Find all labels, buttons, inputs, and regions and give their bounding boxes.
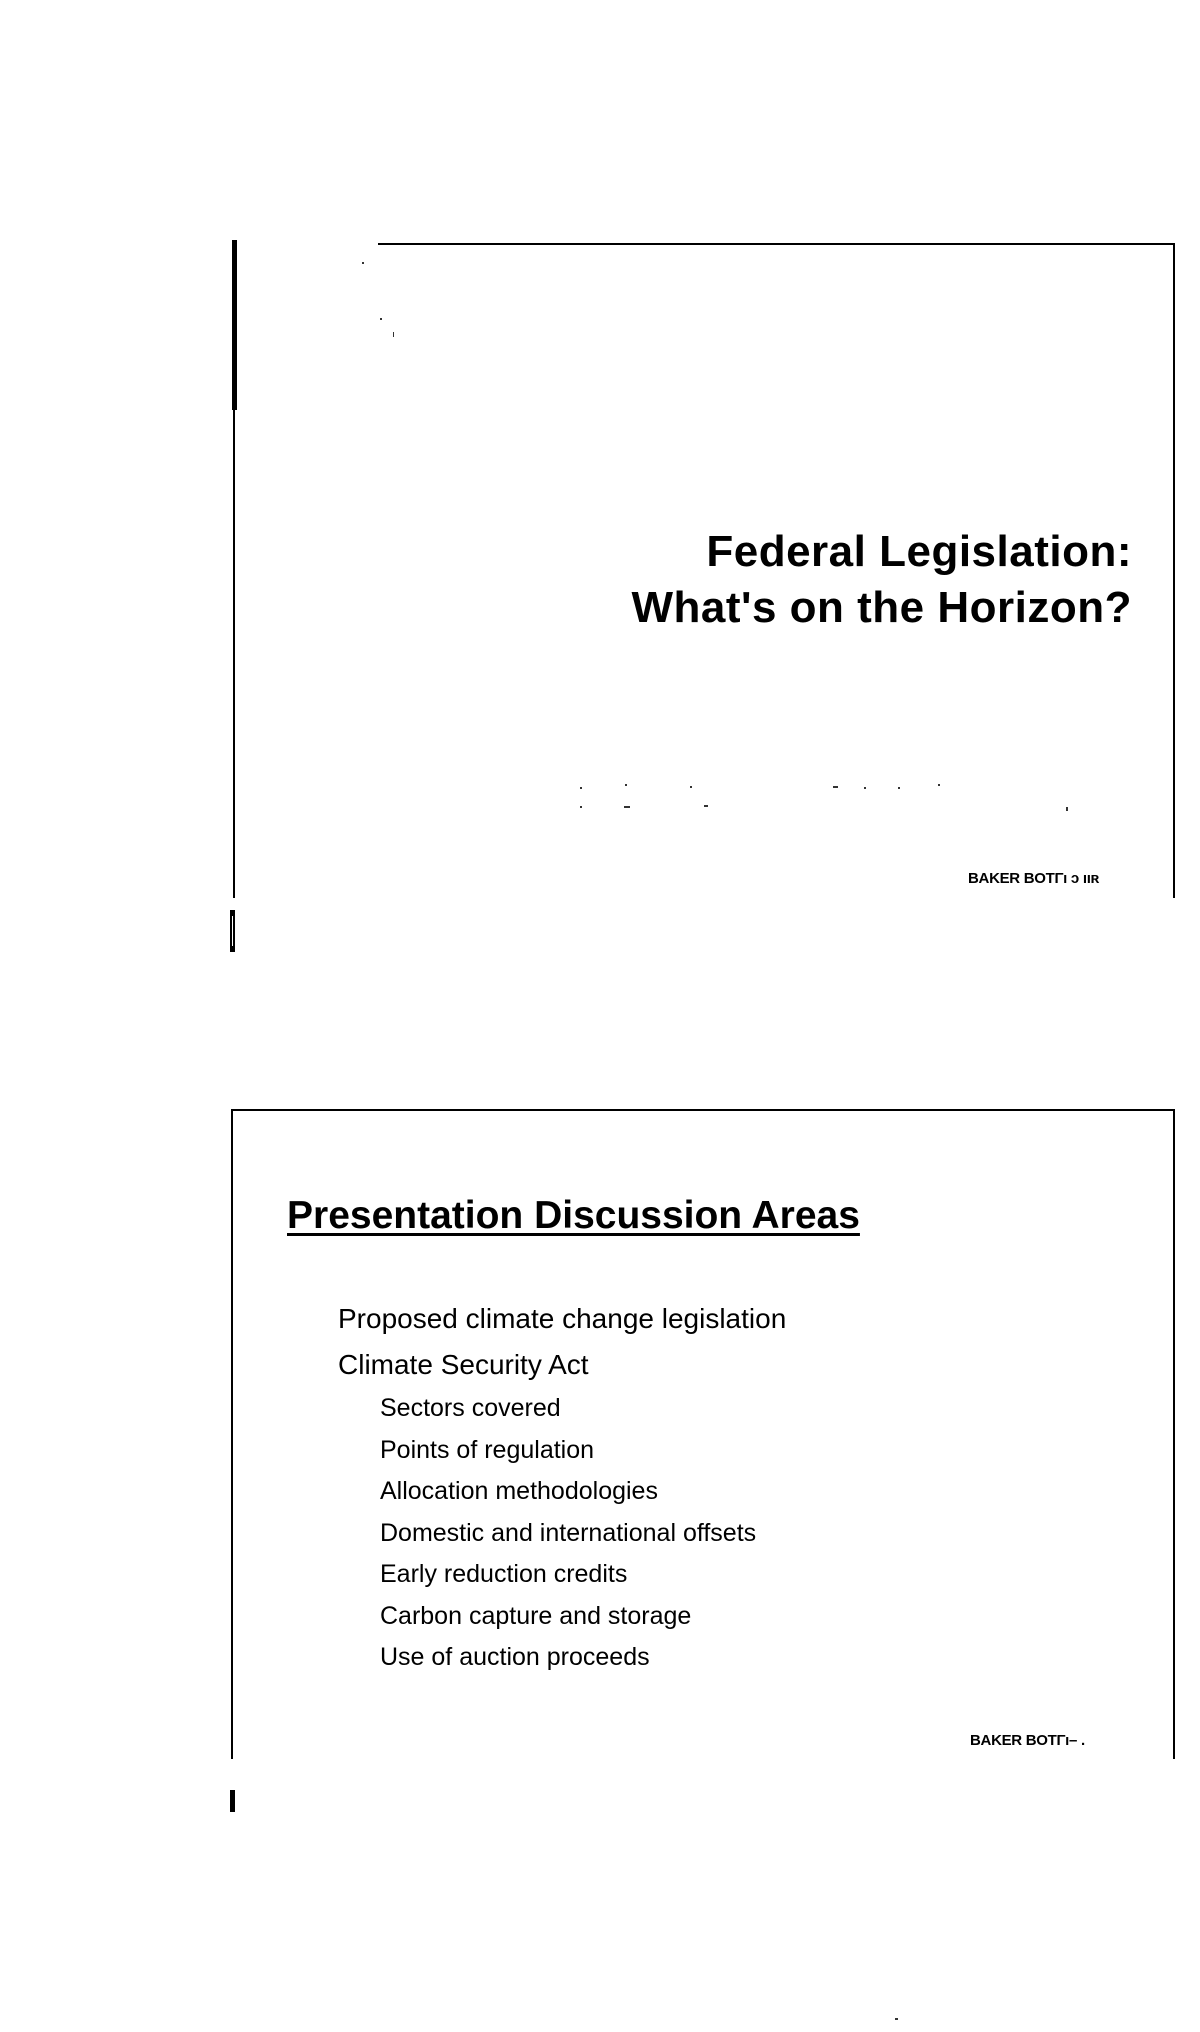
scan-speck <box>833 786 838 788</box>
scan-speck <box>864 787 866 789</box>
list-subitem: Early reduction credits <box>380 1560 628 1588</box>
slide1-title-line2: What's on the Horizon? <box>631 583 1132 632</box>
list-subitem: Points of regulation <box>380 1435 595 1464</box>
scan-speck <box>580 806 582 808</box>
slide1-left-border <box>233 408 235 898</box>
scan-speck <box>625 784 627 786</box>
scan-speck <box>362 262 364 264</box>
scan-speck <box>624 806 630 808</box>
slide2-title: Presentation Discussion Areas <box>287 1194 860 1237</box>
list-subitem: Domestic and international offsets <box>380 1518 757 1547</box>
slide1-top-border <box>378 243 1175 245</box>
scan-speck <box>580 787 582 789</box>
slide2-topic-list <box>338 1296 786 1679</box>
slide2-firm-logo: BAKER BOTΓı– . <box>970 1732 1085 1749</box>
slide2-top-border <box>231 1109 1175 1111</box>
list-subitem: Carbon capture and storage <box>380 1601 692 1630</box>
slide1-title <box>432 524 1132 636</box>
scan-speck <box>898 787 900 789</box>
list-subitem: Use of auction proceeds <box>380 1643 650 1671</box>
slide1-firm-logo: BAKER BOTΓı ɔ ııʀ <box>968 870 1100 887</box>
scan-speck <box>1066 807 1068 811</box>
scan-speck <box>380 318 382 320</box>
scan-speck <box>938 784 940 786</box>
scan-speck <box>704 805 708 807</box>
scan-speck <box>393 332 394 337</box>
list-item: Climate Security Act <box>338 1349 589 1380</box>
list-item: Proposed climate change legislation <box>338 1303 787 1334</box>
slide1-title-line1: Federal Legislation: <box>706 527 1132 576</box>
slide1-right-border <box>1173 243 1175 898</box>
slide2-margin-mark <box>230 1790 235 1812</box>
slide2-left-border <box>231 1109 233 1759</box>
slide1-margin-mark-inner <box>232 916 233 946</box>
list-subitem: Sectors covered <box>380 1394 561 1422</box>
slide1-left-border-thick <box>232 240 237 410</box>
slide2-right-border <box>1173 1109 1175 1759</box>
scan-speck <box>690 786 692 788</box>
list-subitem: Allocation methodologies <box>380 1477 658 1505</box>
scan-speck <box>895 2018 898 2020</box>
